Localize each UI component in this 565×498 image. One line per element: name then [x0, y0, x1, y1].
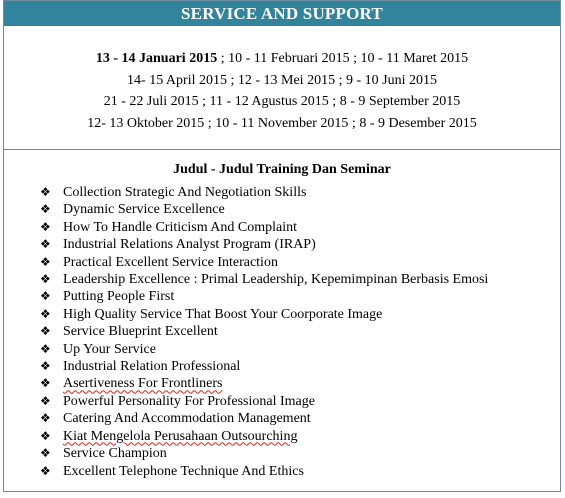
diamond-bullet-icon: ❖ [40, 237, 51, 252]
list-item [40, 428, 560, 445]
diamond-bullet-icon: ❖ [40, 202, 51, 217]
training-section [4, 150, 560, 480]
list-item [40, 201, 560, 218]
topic-label: Excellent Telephone Technique And Ethics [63, 463, 304, 479]
diamond-bullet-icon: ❖ [40, 411, 51, 426]
list-item [40, 463, 560, 480]
diamond-bullet-icon: ❖ [40, 428, 51, 443]
topic-label: Kiat Mengelola Perusahaan Outsourching [63, 428, 298, 444]
list-item [40, 306, 560, 323]
diamond-bullet-icon: ❖ [40, 446, 51, 461]
topic-label: Service Blueprint Excellent [63, 324, 218, 340]
panel-header: SERVICE AND SUPPORT [4, 1, 560, 26]
topic-label: Practical Excellent Service Interaction [63, 254, 278, 270]
topic-label: Putting People First [63, 289, 175, 305]
topic-label: Dynamic Service Excellence [63, 202, 225, 218]
topic-label: Asertiveness For Frontliners [63, 376, 223, 392]
list-item [40, 254, 560, 271]
diamond-bullet-icon: ❖ [40, 306, 51, 321]
diamond-bullet-icon: ❖ [40, 376, 51, 391]
topic-label: Catering And Accommodation Management [63, 411, 311, 427]
list-item [40, 358, 560, 375]
diamond-bullet-icon: ❖ [40, 289, 51, 304]
list-item [40, 323, 560, 340]
diamond-bullet-icon: ❖ [40, 359, 51, 374]
schedule-line [4, 70, 560, 92]
list-item [40, 445, 560, 462]
topic-label: Industrial Relations Analyst Program (IRAP) [63, 237, 316, 253]
schedule-line-text: 12- 13 Oktober 2015 ; 10 - 11 November 2015 ; 8 - 9 Desember 2015 [87, 115, 477, 131]
diamond-bullet-icon: ❖ [40, 463, 51, 478]
list-item [40, 271, 560, 288]
topic-label: Collection Strategic And Negotiation Skills [63, 185, 307, 200]
list-item [40, 184, 560, 201]
training-title: Judul - Judul Training Dan Seminar [173, 162, 391, 177]
topic-label: Service Champion [63, 446, 167, 462]
schedule-line-bold: 13 - 14 Januari 2015 [95, 51, 218, 66]
list-item [40, 341, 560, 358]
diamond-bullet-icon: ❖ [40, 324, 51, 339]
list-item [40, 375, 560, 392]
list-item [40, 410, 560, 427]
topic-label: High Quality Service That Boost Your Coorporate Image [63, 306, 383, 322]
schedule-line [4, 48, 560, 70]
schedule-line-text: ; 10 - 11 Februari 2015 ; 10 - 11 Maret 2015 [217, 51, 469, 66]
list-item [40, 236, 560, 253]
list-item [40, 393, 560, 410]
schedule-line [4, 91, 560, 113]
list-item [40, 219, 560, 236]
topic-label: Industrial Relation Professional [63, 359, 241, 375]
training-topic-list [4, 184, 560, 480]
list-item [40, 288, 560, 305]
schedule-line-text: 21 - 22 Juli 2015 ; 11 - 12 Agustus 2015 ; 8 - 9 September 2015 [103, 94, 461, 109]
diamond-bullet-icon: ❖ [40, 272, 51, 287]
topic-label: Leadership Excellence : Primal Leadership, Kepemimpinan Berbasis Emosi [63, 272, 489, 288]
diamond-bullet-icon: ❖ [40, 254, 51, 269]
schedule-dates [4, 26, 560, 150]
diamond-bullet-icon: ❖ [40, 219, 51, 234]
topic-label: Powerful Personality For Professional Image [63, 393, 315, 409]
schedule-line [4, 113, 560, 135]
topic-label: How To Handle Criticism And Complaint [63, 219, 298, 235]
diamond-bullet-icon: ❖ [40, 185, 51, 199]
schedule-line-text: 14- 15 April 2015 ; 12 - 13 Mei 2015 ; 9 - 10 Juni 2015 [127, 72, 437, 88]
topic-label: Up Your Service [63, 341, 156, 357]
service-support-panel [3, 0, 561, 492]
diamond-bullet-icon: ❖ [40, 341, 51, 356]
diamond-bullet-icon: ❖ [40, 393, 51, 408]
